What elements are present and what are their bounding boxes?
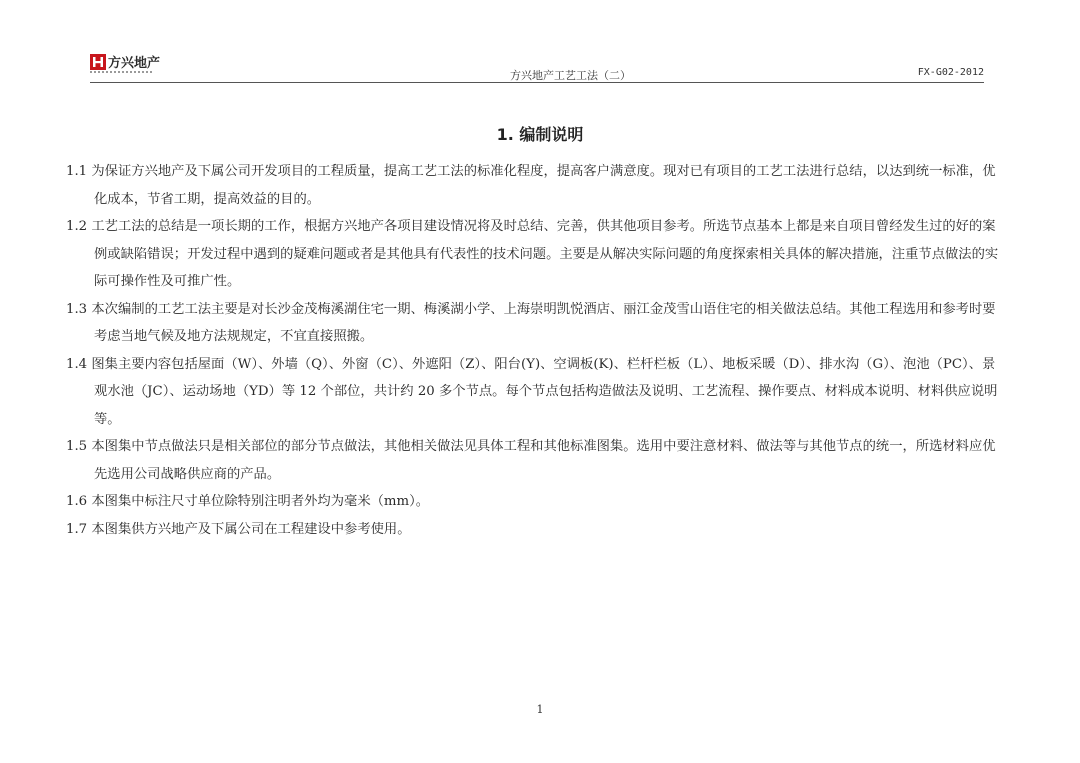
paragraph-1-7 — [66, 516, 1000, 544]
paragraph-1-2 — [66, 213, 1000, 296]
company-logo — [90, 50, 180, 80]
header-rule — [90, 82, 984, 83]
paragraph-text: 本图集中标注尺寸单位除特别注明者外均为毫米（mm）。 — [91, 494, 430, 509]
paragraph-1-6 — [66, 488, 1000, 516]
logo-subline — [90, 71, 152, 76]
paragraph-number: 1.4 — [66, 356, 88, 372]
logo-mark-icon — [90, 54, 106, 70]
paragraph-text: 图集主要内容包括屋面（W）、外墙（Q）、外窗（C）、外遮阳（Z）、阳台(Y)、空调板(K)、栏杆栏板（L）、地板采暖（D）、排水沟（G）、泡池（PC）、景观水池（JC）、运动场地（YD）等 12 个部位，共计约 20 多个节点。每个节点包括构造做法及说明、工艺流程、操作要点、材料成本说明、材料供应说明等。 — [91, 356, 998, 427]
document-body — [66, 158, 1000, 543]
section-title: 1. 编制说明 — [496, 125, 584, 144]
page-header — [90, 50, 984, 84]
paragraph-number: 1.1 — [66, 164, 88, 179]
paragraph-1-3 — [66, 296, 1000, 351]
paragraph-text: 本次编制的工艺工法主要是对长沙金茂梅溪湖住宅一期、梅溪湖小学、上海崇明凯悦酒店、丽江金茂雪山语住宅的相关做法总结。其他工程选用和参考时要考虑当地气候及地方法规规定，不宜直接照搬。 — [91, 301, 996, 344]
paragraph-1-5 — [66, 433, 1000, 488]
paragraph-1-4 — [66, 351, 1000, 434]
document-code: FX-G02-2012 — [917, 67, 984, 78]
header-title: 方兴地产工艺工法（二） — [510, 69, 631, 82]
page-number: 1 — [536, 703, 544, 716]
paragraph-number: 1.2 — [66, 219, 88, 234]
paragraph-text: 工艺工法的总结是一项长期的工作，根据方兴地产各项目建设情况将及时总结、完善，供其他项目参考。所选节点基本上都是来自项目曾经发生过的好的案例或缺陷错误；开发过程中遇到的疑难问题或者是其他具有代表性的技术问题。主要是从解决实际问题的角度探索相关具体的解决措施，注重节点做法的实际可操作性及可推广性。 — [91, 219, 999, 289]
paragraph-text: 为保证方兴地产及下属公司开发项目的工程质量，提高工艺工法的标准化程度，提高客户满意度。现对已有项目的工艺工法进行总结，以达到统一标准，优化成本，节省工期，提高效益的目的。 — [91, 164, 996, 207]
logo-text: 方兴地产 — [108, 56, 161, 71]
paragraph-text: 本图集供方兴地产及下属公司在工程建设中参考使用。 — [91, 521, 411, 537]
paragraph-number: 1.3 — [66, 301, 88, 317]
paragraph-number: 1.6 — [66, 494, 88, 509]
paragraph-1-1 — [66, 158, 1000, 213]
paragraph-number: 1.5 — [66, 439, 88, 454]
paragraph-text: 本图集中节点做法只是相关部位的部分节点做法，其他相关做法见具体工程和其他标准图集。选用中要注意材料、做法等与其他节点的统一，所选材料应优先选用公司战略供应商的产品。 — [91, 439, 996, 482]
paragraph-number: 1.7 — [66, 521, 88, 537]
